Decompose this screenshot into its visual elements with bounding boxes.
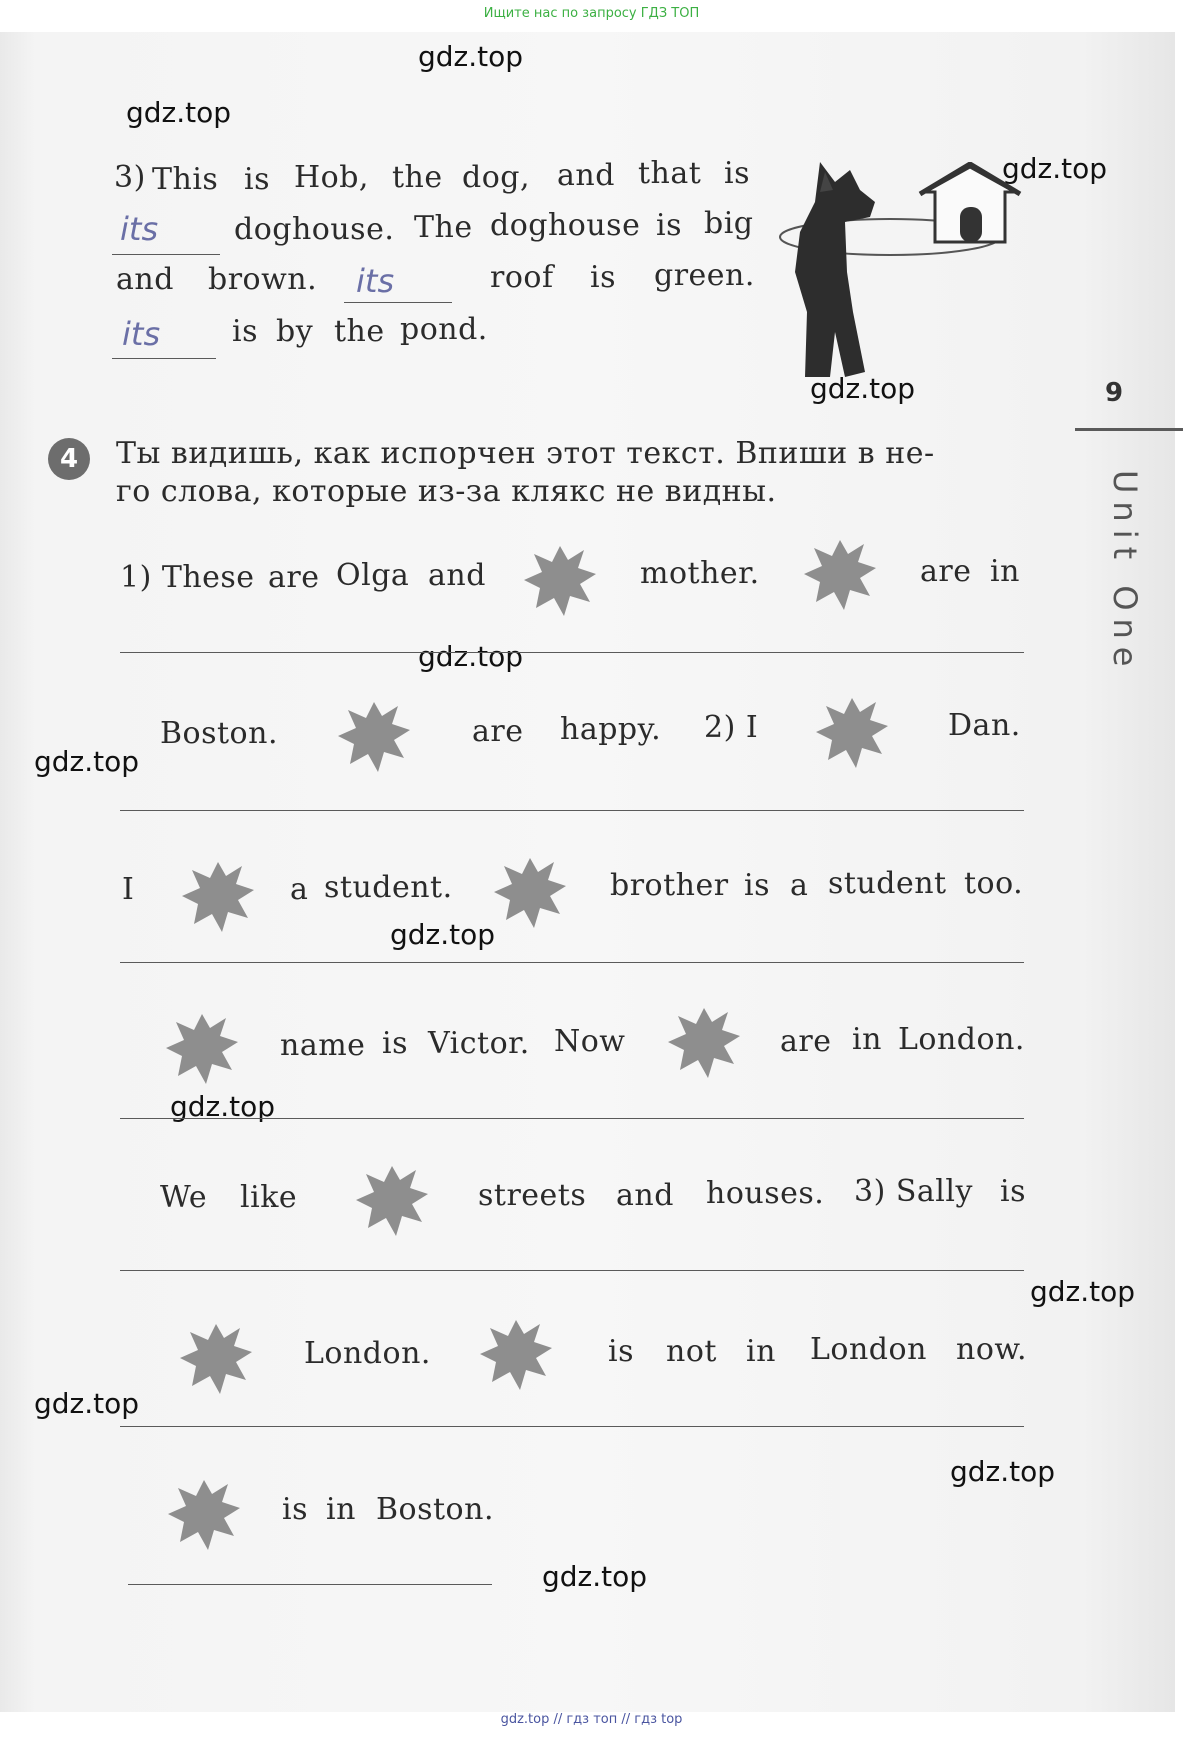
word: brother: [610, 868, 729, 903]
ink-blot: [352, 1160, 432, 1240]
watermark: gdz.top: [34, 745, 140, 778]
word: in: [852, 1022, 882, 1057]
ink-blot: [520, 540, 600, 620]
word: big: [704, 206, 754, 241]
word: are: [268, 560, 320, 595]
ink-blot: [178, 856, 258, 936]
side-divider: [1075, 428, 1183, 431]
writing-line: [120, 1426, 1024, 1427]
word: The: [414, 210, 473, 245]
writing-line: [120, 810, 1024, 811]
word: is: [1000, 1174, 1026, 1209]
word: houses.: [706, 1176, 825, 1211]
word: 1) These: [120, 560, 255, 595]
word: pond.: [400, 312, 488, 347]
word: 3) Sally: [854, 1174, 973, 1209]
word: 2) I: [704, 710, 759, 745]
word: Boston.: [376, 1492, 494, 1527]
ink-blot: [812, 692, 892, 772]
exercise-number-badge: 4: [48, 438, 90, 480]
watermark: gdz.top: [126, 96, 232, 129]
word: brown.: [208, 262, 318, 297]
watermark: gdz.top: [542, 1560, 648, 1593]
word: a: [790, 868, 809, 903]
instruction-text: Ты видишь, как испорчен этот текст. Впиши в не-: [116, 436, 935, 471]
watermark: gdz.top: [950, 1455, 1056, 1488]
word: are: [472, 714, 524, 749]
word: a: [290, 872, 309, 907]
word: is: [244, 162, 270, 197]
ink-blot: [162, 1008, 242, 1088]
word: is: [590, 260, 616, 295]
answer-line: [112, 358, 216, 359]
word: the: [334, 314, 385, 349]
word: is: [232, 314, 258, 349]
word: Victor.: [428, 1026, 530, 1061]
ink-blot: [476, 1314, 556, 1394]
ink-blot: [164, 1474, 244, 1554]
word: Boston.: [160, 716, 278, 751]
word: and: [557, 158, 615, 193]
word: mother.: [640, 556, 760, 591]
word: is: [382, 1026, 408, 1061]
writing-line: [120, 962, 1024, 963]
handwritten-answer: its: [122, 315, 161, 353]
word: like: [240, 1180, 298, 1215]
unit-label: Unit One: [1106, 470, 1144, 675]
word: This: [152, 162, 219, 197]
word: by: [276, 314, 314, 349]
writing-line: [120, 1270, 1024, 1271]
word: is: [282, 1492, 308, 1527]
instruction-text: го слова, которые из-за клякс не видны.: [116, 474, 777, 509]
word: I: [122, 872, 135, 907]
top-banner: Ищите нас по запросу ГДЗ ТОП: [483, 6, 700, 21]
watermark: gdz.top: [810, 372, 916, 405]
handwritten-answer: its: [356, 262, 395, 300]
word: student.: [324, 870, 453, 905]
page-number: 9: [1105, 378, 1124, 408]
ink-blot: [664, 1002, 744, 1082]
word: dog,: [462, 160, 531, 195]
dog-and-doghouse-illustration: [775, 162, 1025, 392]
ink-blot: [490, 852, 570, 932]
watermark: gdz.top: [1002, 152, 1108, 185]
watermark: gdz.top: [170, 1090, 276, 1123]
word: Hob,: [294, 160, 369, 195]
word: is: [608, 1334, 634, 1369]
word: is: [744, 868, 770, 903]
word: is: [724, 156, 750, 191]
word: streets: [478, 1178, 587, 1213]
word: are: [920, 554, 972, 589]
watermark: gdz.top: [390, 918, 496, 951]
word: London.: [304, 1336, 431, 1371]
word: London: [810, 1332, 927, 1367]
word: in: [746, 1334, 776, 1369]
word: and: [616, 1178, 674, 1213]
word: roof: [490, 260, 554, 295]
answer-line: [112, 254, 220, 255]
word: are: [780, 1024, 832, 1059]
word: and: [116, 262, 174, 297]
writing-line: [120, 652, 1024, 653]
word: London.: [898, 1022, 1025, 1057]
word: that: [638, 156, 702, 191]
handwritten-answer: its: [120, 210, 159, 248]
word: student: [828, 866, 947, 901]
word: green.: [654, 258, 755, 293]
word: Dan.: [948, 708, 1021, 743]
watermark: gdz.top: [34, 1387, 140, 1420]
word: in: [326, 1492, 356, 1527]
writing-line: [120, 1118, 1024, 1119]
ink-blot: [800, 534, 880, 614]
word: doghouse.: [234, 212, 395, 247]
ink-blot: [176, 1318, 256, 1398]
word: Olga: [336, 558, 410, 593]
word: too.: [964, 866, 1024, 901]
word: name: [280, 1028, 366, 1063]
word: is: [656, 208, 682, 243]
writing-line: [128, 1584, 492, 1585]
word: and: [428, 558, 486, 593]
item-number: 3): [114, 160, 146, 195]
watermark: gdz.top: [418, 40, 524, 73]
word: the: [392, 160, 443, 195]
bottom-banner: gdz.top // гдз топ // гдз top: [500, 1712, 683, 1727]
word: now.: [956, 1332, 1028, 1367]
word: in: [990, 554, 1020, 589]
watermark: gdz.top: [418, 640, 524, 673]
word: Now: [554, 1024, 626, 1059]
word: doghouse: [490, 208, 641, 243]
word: We: [160, 1180, 208, 1215]
word: happy.: [560, 712, 662, 747]
ink-blot: [334, 696, 414, 776]
word: not: [666, 1334, 717, 1369]
answer-line: [344, 302, 452, 303]
watermark: gdz.top: [1030, 1275, 1136, 1308]
